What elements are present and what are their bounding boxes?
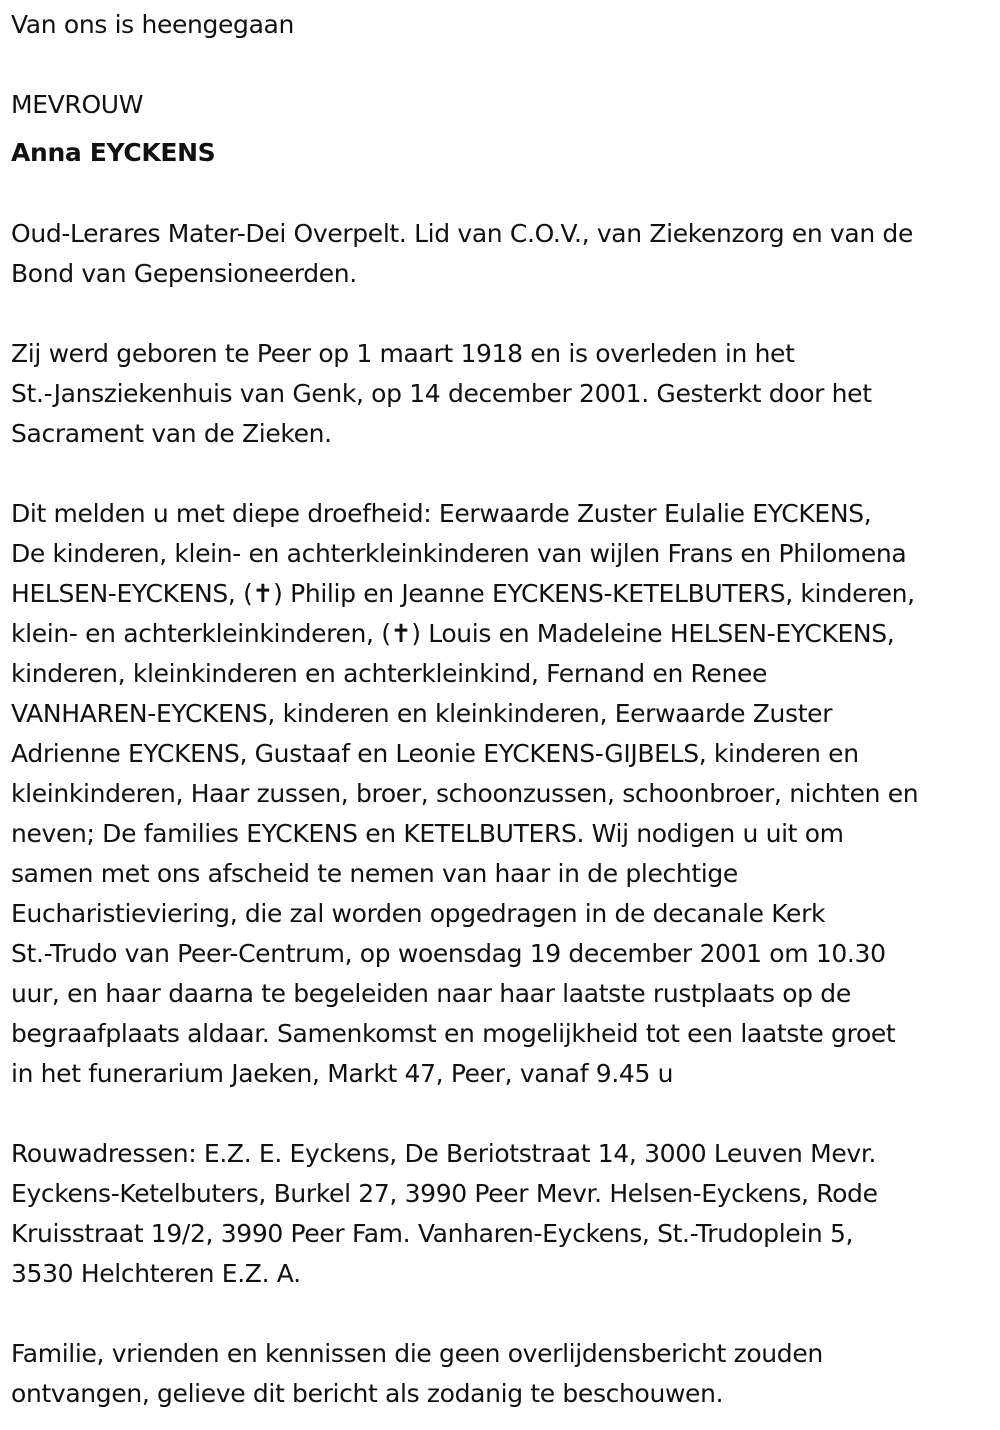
honorific: MEVROUW (11, 90, 144, 119)
paragraph-line: VANHAREN-EYCKENS, kinderen en kleinkinderen, Eerwaarde Zuster (11, 699, 833, 728)
paragraph-line: Bond van Gepensioneerden. (11, 259, 357, 288)
paragraph-line: Eyckens-Ketelbuters, Burkel 27, 3990 Peer Mevr. Helsen-Eyckens, Rode (11, 1179, 878, 1208)
intro-text: Van ons is heengegaan (11, 10, 295, 39)
paragraph-line: neven; De families EYCKENS en KETELBUTERS. Wij nodigen u uit om (11, 819, 844, 848)
paragraph-line: uur, en haar daarna te begeleiden naar haar laatste rustplaats op de (11, 979, 851, 1008)
paragraph-line: in het funerarium Jaeken, Markt 47, Peer, vanaf 9.45 u (11, 1059, 674, 1088)
paragraph-line: Familie, vrienden en kennissen die geen overlijdensbericht zouden (11, 1339, 823, 1368)
paragraph-line: St.-Jansziekenhuis van Genk, op 14 december 2001. Gesterkt door het (11, 379, 872, 408)
paragraph-line: ontvangen, gelieve dit bericht als zodanig te beschouwen. (11, 1379, 724, 1408)
paragraph-line: Rouwadressen: E.Z. E. Eyckens, De Beriotstraat 14, 3000 Leuven Mevr. (11, 1139, 877, 1168)
deceased-name: Anna EYCKENS (11, 138, 216, 167)
paragraph-line: Kruisstraat 19/2, 3990 Peer Fam. Vanharen-Eyckens, St.-Trudoplein 5, (11, 1219, 854, 1248)
paragraph-line: 3530 Helchteren E.Z. A. (11, 1259, 301, 1288)
paragraph-line: kleinkinderen, Haar zussen, broer, schoonzussen, schoonbroer, nichten en (11, 779, 919, 808)
paragraph-line: HELSEN-EYCKENS, (✝) Philip en Jeanne EYCKENS-KETELBUTERS, kinderen, (11, 579, 915, 608)
paragraph-line: De kinderen, klein- en achterkleinkinderen van wijlen Frans en Philomena (11, 539, 907, 568)
paragraph-line: Sacrament van de Zieken. (11, 419, 332, 448)
paragraph-line: St.-Trudo van Peer-Centrum, op woensdag 19 december 2001 om 10.30 (11, 939, 886, 968)
paragraph-line: Eucharistieviering, die zal worden opgedragen in de decanale Kerk (11, 899, 826, 928)
paragraph-line: Zij werd geboren te Peer op 1 maart 1918 en is overleden in het (11, 339, 795, 368)
paragraph-line: begraafplaats aldaar. Samenkomst en mogelijkheid tot een laatste groet (11, 1019, 896, 1048)
paragraph-line: Dit melden u met diepe droefheid: Eerwaarde Zuster Eulalie EYCKENS, (11, 499, 872, 528)
paragraph-line: Adrienne EYCKENS, Gustaaf en Leonie EYCKENS-GIJBELS, kinderen en (11, 739, 859, 768)
paragraph-line: Oud-Lerares Mater-Dei Overpelt. Lid van C.O.V., van Ziekenzorg en van de (11, 219, 913, 248)
paragraph-line: samen met ons afscheid te nemen van haar in de plechtige (11, 859, 738, 888)
paragraph-line: kinderen, kleinkinderen en achterkleinkind, Fernand en Renee (11, 659, 768, 688)
paragraph-line: klein- en achterkleinkinderen, (✝) Louis en Madeleine HELSEN-EYCKENS, (11, 619, 895, 648)
